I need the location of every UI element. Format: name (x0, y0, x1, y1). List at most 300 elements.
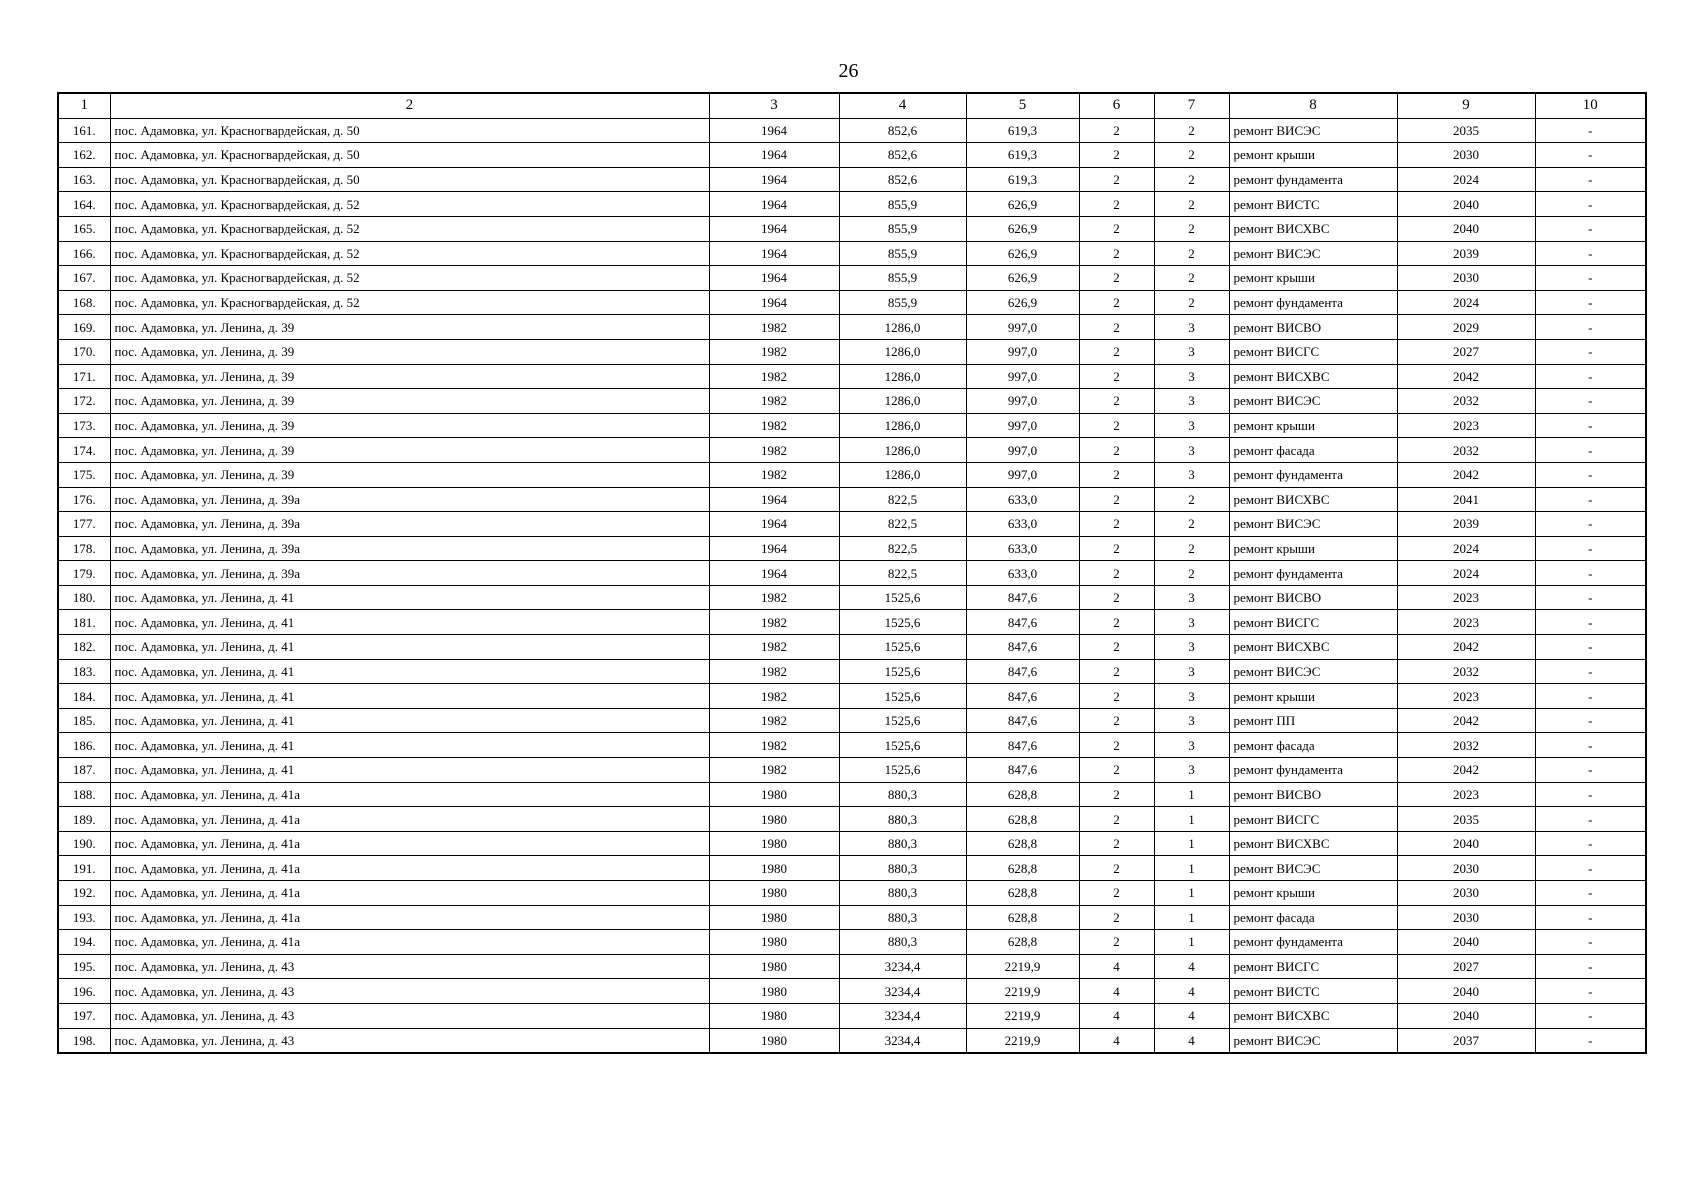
living-area-cell: 628,8 (966, 856, 1079, 881)
column-header-5: 5 (966, 93, 1079, 118)
planned-year-cell: 2030 (1397, 856, 1535, 881)
build-year-cell: 1980 (709, 1003, 839, 1028)
floors-cell: 2 (1079, 905, 1154, 930)
address-cell: пос. Адамовка, ул. Ленина, д. 41а (110, 930, 709, 955)
row-number-cell: 162. (58, 143, 110, 168)
work-type-cell: ремонт ВИСВО (1229, 782, 1397, 807)
entrances-cell: 2 (1154, 487, 1229, 512)
entrances-cell: 2 (1154, 512, 1229, 537)
build-year-cell: 1964 (709, 536, 839, 561)
entrances-cell: 3 (1154, 610, 1229, 635)
floors-cell: 2 (1079, 216, 1154, 241)
planned-year-cell: 2040 (1397, 1003, 1535, 1028)
living-area-cell: 2219,9 (966, 979, 1079, 1004)
living-area-cell: 628,8 (966, 905, 1079, 930)
work-type-cell: ремонт ВИСГС (1229, 954, 1397, 979)
entrances-cell: 3 (1154, 389, 1229, 414)
address-cell: пос. Адамовка, ул. Ленина, д. 39 (110, 462, 709, 487)
floors-cell: 4 (1079, 979, 1154, 1004)
note-cell: - (1535, 807, 1646, 832)
row-number-cell: 171. (58, 364, 110, 389)
build-year-cell: 1980 (709, 807, 839, 832)
entrances-cell: 2 (1154, 241, 1229, 266)
floors-cell: 2 (1079, 118, 1154, 143)
table-row (58, 192, 1646, 217)
planned-year-cell: 2037 (1397, 1028, 1535, 1053)
note-cell: - (1535, 930, 1646, 955)
floors-cell: 2 (1079, 290, 1154, 315)
total-area-cell: 855,9 (839, 216, 966, 241)
note-cell: - (1535, 462, 1646, 487)
entrances-cell: 2 (1154, 167, 1229, 192)
table-row (58, 389, 1646, 414)
work-type-cell: ремонт ПП (1229, 708, 1397, 733)
row-number-cell: 189. (58, 807, 110, 832)
note-cell: - (1535, 364, 1646, 389)
entrances-cell: 2 (1154, 216, 1229, 241)
column-header-7: 7 (1154, 93, 1229, 118)
row-number-cell: 168. (58, 290, 110, 315)
row-number-cell: 179. (58, 561, 110, 586)
work-type-cell: ремонт ВИСГС (1229, 610, 1397, 635)
address-cell: пос. Адамовка, ул. Ленина, д. 41 (110, 684, 709, 709)
entrances-cell: 4 (1154, 979, 1229, 1004)
work-type-cell: ремонт ВИСХВС (1229, 1003, 1397, 1028)
note-cell: - (1535, 758, 1646, 783)
work-type-cell: ремонт фасада (1229, 733, 1397, 758)
note-cell: - (1535, 881, 1646, 906)
entrances-cell: 2 (1154, 561, 1229, 586)
address-cell: пос. Адамовка, ул. Красногвардейская, д. 52 (110, 192, 709, 217)
total-area-cell: 880,3 (839, 905, 966, 930)
planned-year-cell: 2023 (1397, 610, 1535, 635)
total-area-cell: 880,3 (839, 831, 966, 856)
work-type-cell: ремонт ВИСЭС (1229, 512, 1397, 537)
note-cell: - (1535, 954, 1646, 979)
row-number-cell: 184. (58, 684, 110, 709)
build-year-cell: 1982 (709, 585, 839, 610)
table-row (58, 143, 1646, 168)
build-year-cell: 1964 (709, 266, 839, 291)
planned-year-cell: 2030 (1397, 881, 1535, 906)
living-area-cell: 633,0 (966, 487, 1079, 512)
row-number-cell: 161. (58, 118, 110, 143)
address-cell: пос. Адамовка, ул. Красногвардейская, д. 52 (110, 216, 709, 241)
build-year-cell: 1964 (709, 167, 839, 192)
floors-cell: 2 (1079, 487, 1154, 512)
row-number-cell: 187. (58, 758, 110, 783)
work-type-cell: ремонт фасада (1229, 438, 1397, 463)
entrances-cell: 3 (1154, 315, 1229, 340)
build-year-cell: 1980 (709, 831, 839, 856)
entrances-cell: 3 (1154, 585, 1229, 610)
address-cell: пос. Адамовка, ул. Ленина, д. 41а (110, 807, 709, 832)
work-type-cell: ремонт крыши (1229, 413, 1397, 438)
planned-year-cell: 2023 (1397, 684, 1535, 709)
row-number-cell: 165. (58, 216, 110, 241)
row-number-cell: 196. (58, 979, 110, 1004)
living-area-cell: 628,8 (966, 807, 1079, 832)
floors-cell: 2 (1079, 266, 1154, 291)
work-type-cell: ремонт фундамента (1229, 561, 1397, 586)
living-area-cell: 847,6 (966, 635, 1079, 660)
row-number-cell: 164. (58, 192, 110, 217)
address-cell: пос. Адамовка, ул. Ленина, д. 41 (110, 708, 709, 733)
floors-cell: 2 (1079, 881, 1154, 906)
row-number-cell: 194. (58, 930, 110, 955)
note-cell: - (1535, 413, 1646, 438)
entrances-cell: 1 (1154, 905, 1229, 930)
row-number-cell: 193. (58, 905, 110, 930)
floors-cell: 2 (1079, 438, 1154, 463)
planned-year-cell: 2042 (1397, 708, 1535, 733)
build-year-cell: 1982 (709, 364, 839, 389)
note-cell: - (1535, 167, 1646, 192)
row-number-cell: 175. (58, 462, 110, 487)
row-number-cell: 178. (58, 536, 110, 561)
living-area-cell: 626,9 (966, 290, 1079, 315)
note-cell: - (1535, 610, 1646, 635)
entrances-cell: 3 (1154, 339, 1229, 364)
work-type-cell: ремонт ВИСГС (1229, 807, 1397, 832)
note-cell: - (1535, 266, 1646, 291)
address-cell: пос. Адамовка, ул. Ленина, д. 41 (110, 635, 709, 660)
floors-cell: 2 (1079, 782, 1154, 807)
living-area-cell: 2219,9 (966, 1003, 1079, 1028)
total-area-cell: 880,3 (839, 807, 966, 832)
living-area-cell: 997,0 (966, 438, 1079, 463)
table-row (58, 856, 1646, 881)
entrances-cell: 2 (1154, 266, 1229, 291)
table-row (58, 831, 1646, 856)
table-row (58, 979, 1646, 1004)
floors-cell: 2 (1079, 733, 1154, 758)
table-row (58, 241, 1646, 266)
living-area-cell: 619,3 (966, 118, 1079, 143)
work-type-cell: ремонт фундамента (1229, 290, 1397, 315)
address-cell: пос. Адамовка, ул. Ленина, д. 43 (110, 1028, 709, 1053)
address-cell: пос. Адамовка, ул. Красногвардейская, д. 50 (110, 118, 709, 143)
table-row (58, 266, 1646, 291)
living-area-cell: 619,3 (966, 167, 1079, 192)
note-cell: - (1535, 856, 1646, 881)
build-year-cell: 1982 (709, 339, 839, 364)
table-row (58, 708, 1646, 733)
build-year-cell: 1980 (709, 979, 839, 1004)
table-row (58, 487, 1646, 512)
work-type-cell: ремонт крыши (1229, 143, 1397, 168)
planned-year-cell: 2024 (1397, 290, 1535, 315)
living-area-cell: 997,0 (966, 339, 1079, 364)
column-header-4: 4 (839, 93, 966, 118)
entrances-cell: 3 (1154, 684, 1229, 709)
total-area-cell: 1525,6 (839, 610, 966, 635)
total-area-cell: 880,3 (839, 782, 966, 807)
row-number-cell: 195. (58, 954, 110, 979)
build-year-cell: 1964 (709, 192, 839, 217)
address-cell: пос. Адамовка, ул. Ленина, д. 39а (110, 561, 709, 586)
total-area-cell: 1286,0 (839, 389, 966, 414)
build-year-cell: 1980 (709, 856, 839, 881)
floors-cell: 2 (1079, 339, 1154, 364)
floors-cell: 2 (1079, 856, 1154, 881)
address-cell: пос. Адамовка, ул. Красногвардейская, д. 50 (110, 143, 709, 168)
table-row (58, 782, 1646, 807)
living-area-cell: 628,8 (966, 930, 1079, 955)
planned-year-cell: 2040 (1397, 930, 1535, 955)
total-area-cell: 1525,6 (839, 708, 966, 733)
living-area-cell: 626,9 (966, 241, 1079, 266)
table-row (58, 733, 1646, 758)
address-cell: пос. Адамовка, ул. Ленина, д. 41а (110, 856, 709, 881)
note-cell: - (1535, 536, 1646, 561)
row-number-cell: 188. (58, 782, 110, 807)
row-number-cell: 186. (58, 733, 110, 758)
floors-cell: 2 (1079, 561, 1154, 586)
build-year-cell: 1964 (709, 143, 839, 168)
table-row (58, 561, 1646, 586)
living-area-cell: 997,0 (966, 315, 1079, 340)
column-header-3: 3 (709, 93, 839, 118)
note-cell: - (1535, 339, 1646, 364)
floors-cell: 2 (1079, 807, 1154, 832)
work-type-cell: ремонт ВИСЭС (1229, 856, 1397, 881)
living-area-cell: 626,9 (966, 216, 1079, 241)
planned-year-cell: 2039 (1397, 512, 1535, 537)
living-area-cell: 626,9 (966, 192, 1079, 217)
row-number-cell: 198. (58, 1028, 110, 1053)
work-type-cell: ремонт фасада (1229, 905, 1397, 930)
table-row (58, 364, 1646, 389)
build-year-cell: 1982 (709, 708, 839, 733)
work-type-cell: ремонт ВИСВО (1229, 315, 1397, 340)
planned-year-cell: 2023 (1397, 413, 1535, 438)
entrances-cell: 1 (1154, 856, 1229, 881)
living-area-cell: 847,6 (966, 659, 1079, 684)
build-year-cell: 1982 (709, 413, 839, 438)
living-area-cell: 626,9 (966, 266, 1079, 291)
table-row (58, 635, 1646, 660)
living-area-cell: 2219,9 (966, 1028, 1079, 1053)
note-cell: - (1535, 315, 1646, 340)
build-year-cell: 1964 (709, 561, 839, 586)
floors-cell: 4 (1079, 1028, 1154, 1053)
living-area-cell: 997,0 (966, 389, 1079, 414)
row-number-cell: 177. (58, 512, 110, 537)
total-area-cell: 880,3 (839, 881, 966, 906)
total-area-cell: 3234,4 (839, 1003, 966, 1028)
floors-cell: 2 (1079, 315, 1154, 340)
build-year-cell: 1982 (709, 659, 839, 684)
build-year-cell: 1980 (709, 954, 839, 979)
row-number-cell: 163. (58, 167, 110, 192)
planned-year-cell: 2040 (1397, 831, 1535, 856)
address-cell: пос. Адамовка, ул. Ленина, д. 39 (110, 413, 709, 438)
living-area-cell: 628,8 (966, 881, 1079, 906)
table-row (58, 585, 1646, 610)
floors-cell: 2 (1079, 536, 1154, 561)
total-area-cell: 1286,0 (839, 413, 966, 438)
row-number-cell: 190. (58, 831, 110, 856)
table-row (58, 954, 1646, 979)
note-cell: - (1535, 1028, 1646, 1053)
floors-cell: 2 (1079, 635, 1154, 660)
column-header-10: 10 (1535, 93, 1646, 118)
note-cell: - (1535, 118, 1646, 143)
living-area-cell: 619,3 (966, 143, 1079, 168)
work-type-cell: ремонт ВИСЭС (1229, 389, 1397, 414)
table-row (58, 758, 1646, 783)
floors-cell: 2 (1079, 758, 1154, 783)
note-cell: - (1535, 290, 1646, 315)
table-row (58, 930, 1646, 955)
living-area-cell: 633,0 (966, 536, 1079, 561)
planned-year-cell: 2040 (1397, 979, 1535, 1004)
build-year-cell: 1982 (709, 462, 839, 487)
living-area-cell: 628,8 (966, 782, 1079, 807)
floors-cell: 4 (1079, 1003, 1154, 1028)
floors-cell: 2 (1079, 930, 1154, 955)
planned-year-cell: 2041 (1397, 487, 1535, 512)
entrances-cell: 2 (1154, 536, 1229, 561)
floors-cell: 2 (1079, 512, 1154, 537)
table-row (58, 339, 1646, 364)
row-number-cell: 172. (58, 389, 110, 414)
total-area-cell: 1286,0 (839, 339, 966, 364)
living-area-cell: 847,6 (966, 733, 1079, 758)
entrances-cell: 3 (1154, 413, 1229, 438)
work-type-cell: ремонт ВИСГС (1229, 339, 1397, 364)
table-row (58, 881, 1646, 906)
floors-cell: 2 (1079, 192, 1154, 217)
work-type-cell: ремонт крыши (1229, 266, 1397, 291)
planned-year-cell: 2029 (1397, 315, 1535, 340)
note-cell: - (1535, 192, 1646, 217)
total-area-cell: 855,9 (839, 192, 966, 217)
total-area-cell: 1525,6 (839, 684, 966, 709)
row-number-cell: 180. (58, 585, 110, 610)
total-area-cell: 1286,0 (839, 315, 966, 340)
planned-year-cell: 2024 (1397, 167, 1535, 192)
planned-year-cell: 2042 (1397, 364, 1535, 389)
total-area-cell: 3234,4 (839, 954, 966, 979)
table-body (58, 118, 1646, 1053)
note-cell: - (1535, 389, 1646, 414)
total-area-cell: 1286,0 (839, 462, 966, 487)
column-header-2: 2 (110, 93, 709, 118)
work-type-cell: ремонт ВИСВО (1229, 585, 1397, 610)
total-area-cell: 855,9 (839, 290, 966, 315)
note-cell: - (1535, 241, 1646, 266)
address-cell: пос. Адамовка, ул. Красногвардейская, д. 52 (110, 266, 709, 291)
planned-year-cell: 2030 (1397, 905, 1535, 930)
build-year-cell: 1982 (709, 758, 839, 783)
address-cell: пос. Адамовка, ул. Ленина, д. 41а (110, 831, 709, 856)
address-cell: пос. Адамовка, ул. Ленина, д. 41а (110, 905, 709, 930)
total-area-cell: 880,3 (839, 930, 966, 955)
planned-year-cell: 2030 (1397, 266, 1535, 291)
column-header-8: 8 (1229, 93, 1397, 118)
entrances-cell: 3 (1154, 708, 1229, 733)
table-row (58, 684, 1646, 709)
planned-year-cell: 2023 (1397, 782, 1535, 807)
build-year-cell: 1980 (709, 1028, 839, 1053)
build-year-cell: 1982 (709, 315, 839, 340)
work-type-cell: ремонт фундамента (1229, 930, 1397, 955)
table-row (58, 905, 1646, 930)
total-area-cell: 1525,6 (839, 733, 966, 758)
address-cell: пос. Адамовка, ул. Ленина, д. 41 (110, 659, 709, 684)
row-number-cell: 169. (58, 315, 110, 340)
note-cell: - (1535, 216, 1646, 241)
entrances-cell: 1 (1154, 930, 1229, 955)
address-cell: пос. Адамовка, ул. Ленина, д. 41а (110, 782, 709, 807)
table-row (58, 118, 1646, 143)
build-year-cell: 1964 (709, 118, 839, 143)
address-cell: пос. Адамовка, ул. Ленина, д. 39 (110, 438, 709, 463)
floors-cell: 2 (1079, 708, 1154, 733)
total-area-cell: 3234,4 (839, 979, 966, 1004)
floors-cell: 2 (1079, 610, 1154, 635)
total-area-cell: 1286,0 (839, 364, 966, 389)
work-type-cell: ремонт ВИСЭС (1229, 118, 1397, 143)
header-row (58, 93, 1646, 118)
address-cell: пос. Адамовка, ул. Ленина, д. 39 (110, 339, 709, 364)
work-type-cell: ремонт ВИСЭС (1229, 241, 1397, 266)
floors-cell: 2 (1079, 462, 1154, 487)
total-area-cell: 1525,6 (839, 635, 966, 660)
living-area-cell: 997,0 (966, 413, 1079, 438)
living-area-cell: 847,6 (966, 585, 1079, 610)
table-row (58, 315, 1646, 340)
total-area-cell: 1525,6 (839, 659, 966, 684)
total-area-cell: 852,6 (839, 167, 966, 192)
total-area-cell: 855,9 (839, 241, 966, 266)
living-area-cell: 847,6 (966, 684, 1079, 709)
row-number-cell: 166. (58, 241, 110, 266)
total-area-cell: 852,6 (839, 143, 966, 168)
entrances-cell: 4 (1154, 1028, 1229, 1053)
floors-cell: 2 (1079, 831, 1154, 856)
build-year-cell: 1982 (709, 389, 839, 414)
address-cell: пос. Адамовка, ул. Ленина, д. 39а (110, 536, 709, 561)
planned-year-cell: 2032 (1397, 733, 1535, 758)
living-area-cell: 633,0 (966, 561, 1079, 586)
build-year-cell: 1964 (709, 241, 839, 266)
address-cell: пос. Адамовка, ул. Ленина, д. 41 (110, 585, 709, 610)
total-area-cell: 880,3 (839, 856, 966, 881)
floors-cell: 2 (1079, 413, 1154, 438)
entrances-cell: 2 (1154, 192, 1229, 217)
table-row (58, 413, 1646, 438)
planned-year-cell: 2040 (1397, 216, 1535, 241)
work-type-cell: ремонт ВИСТС (1229, 192, 1397, 217)
entrances-cell: 1 (1154, 782, 1229, 807)
work-type-cell: ремонт ВИСЭС (1229, 1028, 1397, 1053)
total-area-cell: 1525,6 (839, 585, 966, 610)
address-cell: пос. Адамовка, ул. Ленина, д. 39 (110, 389, 709, 414)
entrances-cell: 3 (1154, 635, 1229, 660)
planned-year-cell: 2039 (1397, 241, 1535, 266)
build-year-cell: 1982 (709, 610, 839, 635)
note-cell: - (1535, 659, 1646, 684)
planned-year-cell: 2030 (1397, 143, 1535, 168)
planned-year-cell: 2035 (1397, 807, 1535, 832)
total-area-cell: 855,9 (839, 266, 966, 291)
living-area-cell: 633,0 (966, 512, 1079, 537)
address-cell: пос. Адамовка, ул. Ленина, д. 39а (110, 512, 709, 537)
work-type-cell: ремонт крыши (1229, 881, 1397, 906)
